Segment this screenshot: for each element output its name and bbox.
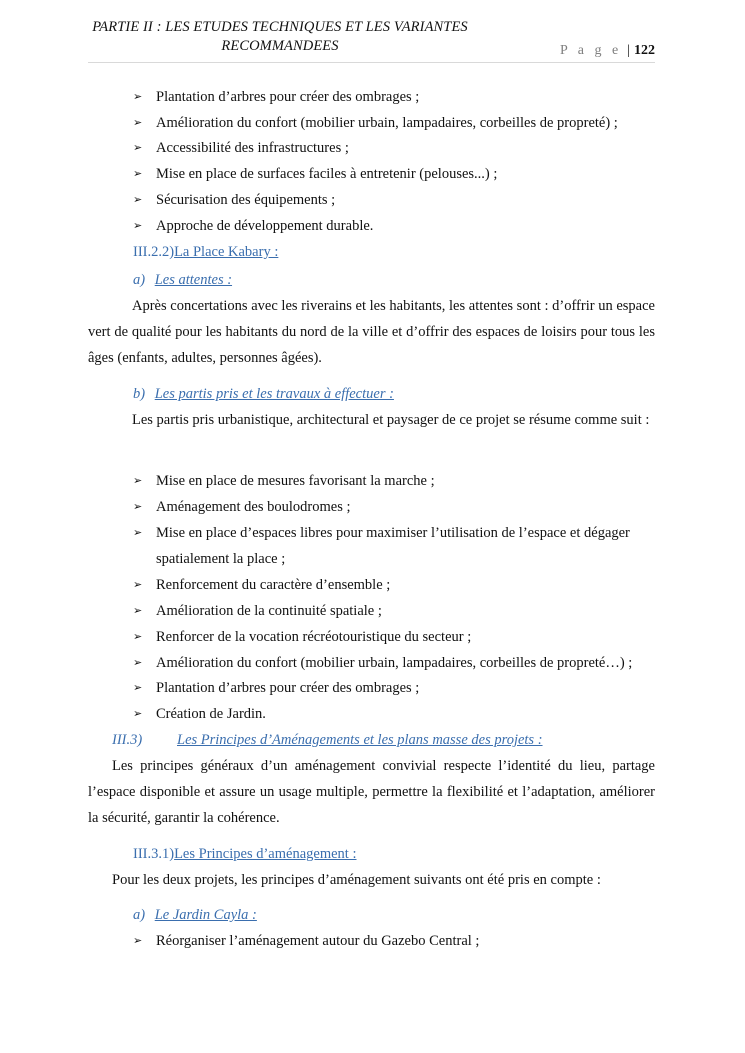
subheading-letter: b) bbox=[133, 386, 146, 402]
list-item: ➢ Renforcement du caractère d’ensemble ; bbox=[133, 572, 653, 598]
paragraph-attentes: Après concertations avec les riverains et les habitants, les attentes sont : d’offrir un espace vert de qualité pour les habitants du nord de la ville et d’offrir des espaces de loisirs pour tous les âges (enfants, adultes, personnes âgées). bbox=[88, 298, 655, 366]
page-header-title bbox=[60, 18, 500, 56]
section-number: III.2.2) bbox=[133, 244, 175, 260]
subheading-title: Les partis pris et les travaux à effectuer : bbox=[154, 386, 394, 402]
section-number: III.3.1) bbox=[133, 846, 175, 862]
arrow-bullet-icon: ➢ bbox=[133, 682, 143, 694]
arrow-bullet-icon: ➢ bbox=[133, 168, 143, 180]
subheading-jardin-cayla bbox=[133, 902, 257, 928]
paragraph-principes: Les principes généraux d’un aménagement convivial respecte l’identité du lieu, partage l’espace disponible et assure un usage multiple, permettre la flexibilité et l’adaptation, améliorer la sécurité, garantir la cohérence. bbox=[88, 758, 655, 826]
list-item: ➢ Mise en place de surfaces faciles à entretenir (pelouses...) ; bbox=[133, 161, 653, 187]
arrow-bullet-icon: ➢ bbox=[133, 708, 143, 720]
list-item: ➢ Réorganiser l’aménagement autour du Gazebo Central ; bbox=[133, 928, 653, 954]
section-heading-3-3-1 bbox=[133, 841, 356, 867]
arrow-bullet-icon: ➢ bbox=[133, 220, 143, 232]
list-item: ➢ Mise en place d’espaces libres pour maximiser l’utilisation de l’espace et dégager bbox=[133, 520, 653, 546]
arrow-bullet-icon: ➢ bbox=[133, 91, 143, 103]
list-item: ➢ Plantation d’arbres pour créer des ombrages ; bbox=[133, 675, 653, 701]
list-item: ➢ Amélioration du confort (mobilier urbain, lampadaires, corbeilles de propreté) ; bbox=[133, 110, 653, 136]
list-item: ➢ Création de Jardin. bbox=[133, 701, 653, 727]
arrow-bullet-icon: ➢ bbox=[133, 935, 143, 947]
arrow-bullet-icon: ➢ bbox=[133, 605, 143, 617]
page-separator: | bbox=[627, 43, 630, 58]
arrow-bullet-icon: ➢ bbox=[133, 527, 143, 539]
section-number: III.3) bbox=[112, 732, 143, 748]
subheading-letter: a) bbox=[133, 272, 146, 288]
header-title-line-1: PARTIE II : LES ETUDES TECHNIQUES ET LES VARIANTES bbox=[92, 19, 468, 35]
arrow-bullet-icon: ➢ bbox=[133, 631, 143, 643]
paragraph-deux-projets: Pour les deux projets, les principes d’aménagement suivants ont été pris en compte : bbox=[112, 872, 601, 888]
subheading-letter: a) bbox=[133, 907, 146, 923]
section-heading-3-3 bbox=[112, 727, 543, 753]
arrow-bullet-icon: ➢ bbox=[133, 475, 143, 487]
list-item: ➢ Renforcer de la vocation récréotouristique du secteur ; bbox=[133, 624, 653, 650]
section-heading-3-2-2 bbox=[133, 239, 278, 265]
list-item: ➢ Amélioration du confort (mobilier urbain, lampadaires, corbeilles de propreté…) ; bbox=[133, 650, 653, 676]
list-item: ➢ Amélioration de la continuité spatiale ; bbox=[133, 598, 653, 624]
list-item: ➢ Mise en place de mesures favorisant la marche ; bbox=[133, 468, 653, 494]
list-item-continuation: spatialement la place ; bbox=[156, 551, 286, 567]
arrow-bullet-icon: ➢ bbox=[133, 142, 143, 154]
subheading-partis-pris bbox=[133, 381, 394, 407]
arrow-bullet-icon: ➢ bbox=[133, 657, 143, 669]
list-item: ➢ Accessibilité des infrastructures ; bbox=[133, 135, 653, 161]
section-title: La Place Kabary : bbox=[174, 244, 279, 260]
arrow-bullet-icon: ➢ bbox=[133, 579, 143, 591]
list-item: ➢ Sécurisation des équipements ; bbox=[133, 187, 653, 213]
list-item: ➢ Plantation d’arbres pour créer des ombrages ; bbox=[133, 84, 653, 110]
arrow-bullet-icon: ➢ bbox=[133, 117, 143, 129]
header-divider bbox=[88, 62, 655, 63]
subheading-attentes bbox=[133, 267, 232, 293]
subheading-title: Les attentes : bbox=[154, 272, 233, 288]
arrow-bullet-icon: ➢ bbox=[133, 194, 143, 206]
page-word: P a g e bbox=[559, 43, 622, 58]
page-number: 122 bbox=[634, 43, 655, 58]
arrow-bullet-icon: ➢ bbox=[133, 501, 143, 513]
header-title-line-2: RECOMMANDEES bbox=[221, 38, 339, 54]
paragraph-partis-pris: Les partis pris urbanistique, architectural et paysager de ce projet se résume comme suit : bbox=[132, 412, 650, 428]
list-item: ➢ Approche de développement durable. bbox=[133, 213, 653, 239]
subheading-title: Le Jardin Cayla : bbox=[154, 907, 257, 923]
section-title: Les Principes d’aménagement : bbox=[174, 846, 357, 862]
page-number-label bbox=[560, 43, 655, 59]
list-item: ➢ Aménagement des boulodromes ; bbox=[133, 494, 653, 520]
section-title: Les Principes d’Aménagements et les plans masse des projets : bbox=[177, 732, 543, 748]
